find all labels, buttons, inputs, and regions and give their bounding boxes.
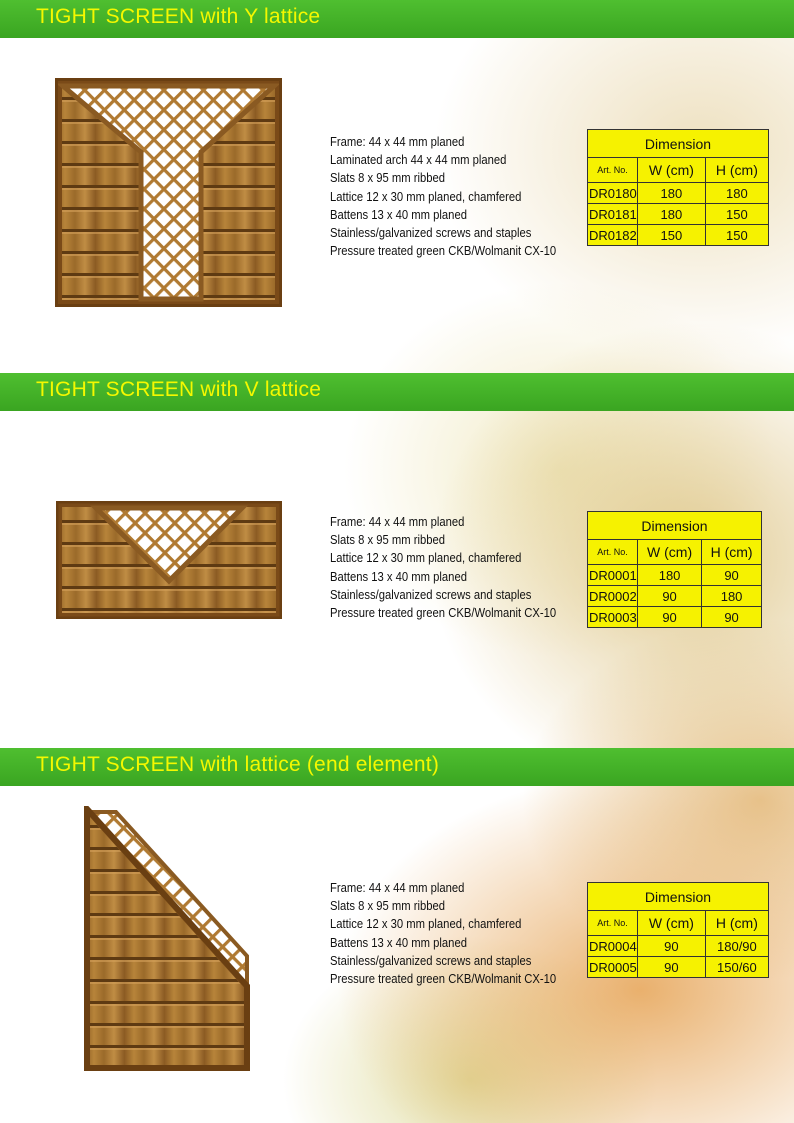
- section-header-bar: [0, 748, 794, 786]
- dimension-table: [587, 511, 762, 628]
- spec-line: Stainless/galvanized screws and staples: [330, 953, 532, 968]
- y-lattice-screen-photo: [55, 78, 282, 307]
- width-value: 90: [638, 936, 706, 957]
- height-value: 180/90: [705, 936, 768, 957]
- v-lattice-screen-photo: [56, 501, 282, 619]
- spec-list: [330, 879, 556, 988]
- spec-line: Slats 8 x 95 mm ribbed: [330, 533, 446, 548]
- height-value: 90: [702, 565, 762, 586]
- table-header: Dimension: [588, 883, 769, 911]
- art-code: DR0002: [588, 586, 638, 607]
- height-value: 150/60: [705, 957, 768, 978]
- section-title: TIGHT SCREEN with V lattice: [36, 378, 322, 401]
- spec-line: Pressure treated green CKB/Wolmanit CX-10: [330, 244, 557, 259]
- spec-list: [330, 513, 556, 622]
- width-header: W (cm): [638, 540, 702, 565]
- art-code: DR0005: [588, 957, 638, 978]
- table-row: [588, 183, 769, 204]
- art-no-header: Art. No.: [588, 540, 638, 565]
- width-value: 90: [638, 586, 702, 607]
- spec-line: Battens 13 x 40 mm planed: [330, 207, 467, 222]
- height-header: H (cm): [702, 540, 762, 565]
- height-value: 150: [705, 204, 768, 225]
- spec-line: Frame: 44 x 44 mm planed: [330, 881, 465, 895]
- section-title: TIGHT SCREEN with Y lattice: [36, 5, 321, 28]
- art-code: DR0001: [588, 565, 638, 586]
- height-value: 180: [705, 183, 768, 204]
- height-header: H (cm): [705, 911, 768, 936]
- table-row: [588, 225, 769, 246]
- width-value: 90: [638, 607, 702, 628]
- art-no-header: Art. No.: [588, 911, 638, 936]
- width-value: 150: [638, 225, 706, 246]
- spec-line: Stainless/galvanized screws and staples: [330, 587, 532, 602]
- height-value: 180: [702, 586, 762, 607]
- height-value: 90: [702, 607, 762, 628]
- art-code: DR0003: [588, 607, 638, 628]
- width-value: 180: [638, 204, 706, 225]
- spec-line: Slats 8 x 95 mm ribbed: [330, 899, 446, 914]
- section-header-bar: [0, 373, 794, 411]
- section-header-bar: [0, 0, 794, 38]
- table-row: [588, 607, 762, 628]
- spec-line: Battens 13 x 40 mm planed: [330, 935, 467, 950]
- table-row: [588, 565, 762, 586]
- width-value: 180: [638, 183, 706, 204]
- end-element-screen-photo: [84, 806, 250, 1072]
- spec-line: Lattice 12 x 30 mm planed, chamfered: [330, 917, 522, 932]
- table-header: Dimension: [588, 512, 762, 540]
- height-value: 150: [705, 225, 768, 246]
- width-header: W (cm): [638, 911, 706, 936]
- width-value: 90: [638, 957, 706, 978]
- dimension-table: [587, 882, 769, 978]
- spec-line: Lattice 12 x 30 mm planed, chamfered: [330, 551, 522, 566]
- section-title: TIGHT SCREEN with lattice (end element): [36, 753, 440, 776]
- table-row: [588, 204, 769, 225]
- art-code: DR0182: [588, 225, 638, 246]
- table-row: [588, 936, 769, 957]
- table-header: Dimension: [588, 130, 769, 158]
- art-no-header: Art. No.: [588, 158, 638, 183]
- art-code: DR0004: [588, 936, 638, 957]
- table-row: [588, 957, 769, 978]
- spec-line: Battens 13 x 40 mm planed: [330, 569, 467, 584]
- spec-line: Pressure treated green CKB/Wolmanit CX-10: [330, 972, 557, 987]
- spec-list: [330, 133, 556, 260]
- spec-line: Stainless/galvanized screws and staples: [330, 226, 532, 241]
- spec-line: Laminated arch 44 x 44 mm planed: [330, 153, 507, 168]
- dimension-table: [587, 129, 769, 246]
- spec-line: Lattice 12 x 30 mm planed, chamfered: [330, 189, 522, 204]
- height-header: H (cm): [705, 158, 768, 183]
- art-code: DR0180: [588, 183, 638, 204]
- art-code: DR0181: [588, 204, 638, 225]
- table-row: [588, 586, 762, 607]
- spec-line: Frame: 44 x 44 mm planed: [330, 135, 465, 149]
- spec-line: Pressure treated green CKB/Wolmanit CX-10: [330, 606, 557, 621]
- spec-line: Frame: 44 x 44 mm planed: [330, 515, 465, 529]
- width-value: 180: [638, 565, 702, 586]
- width-header: W (cm): [638, 158, 706, 183]
- spec-line: Slats 8 x 95 mm ribbed: [330, 171, 446, 186]
